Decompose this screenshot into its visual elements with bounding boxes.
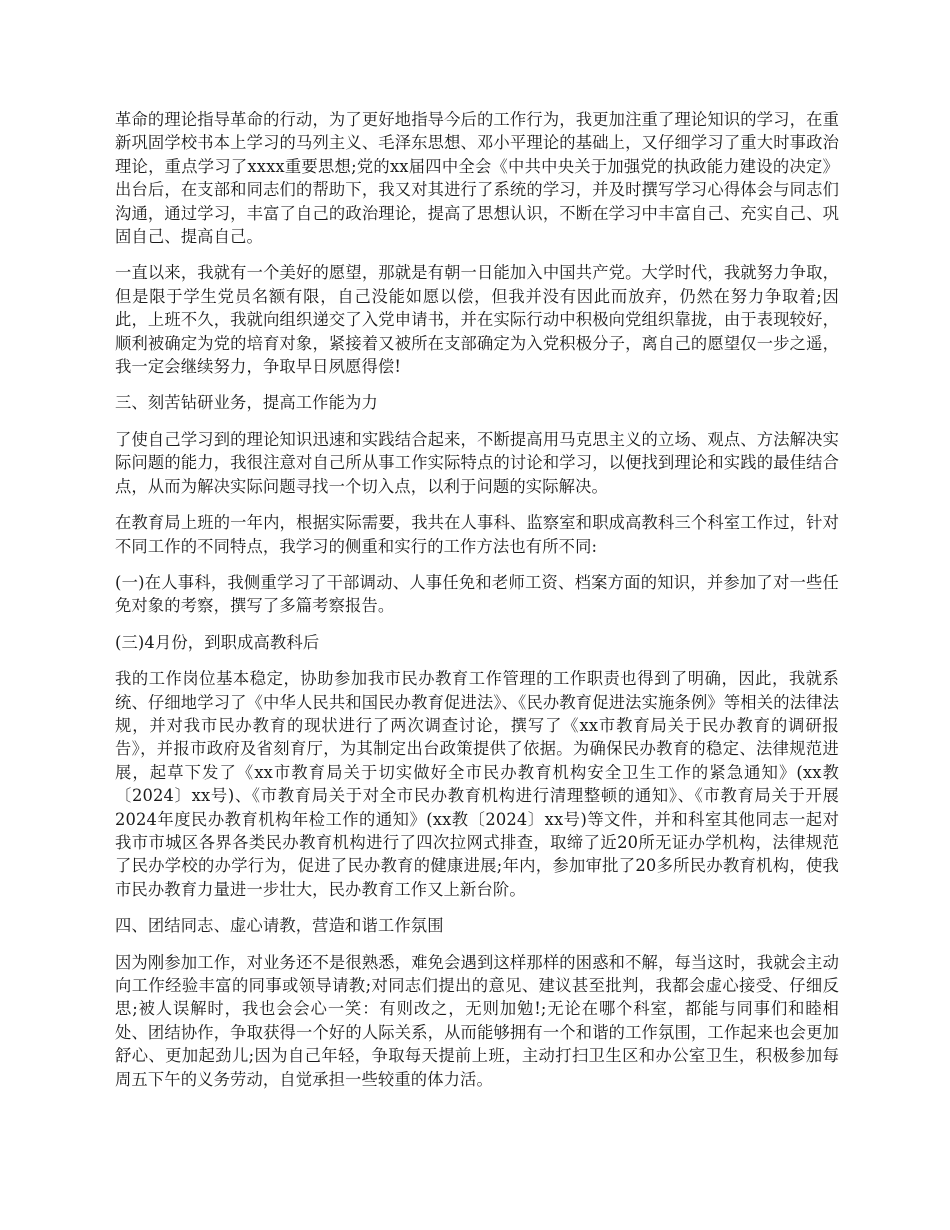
paragraph-theory-study: 革命的理论指导革命的行动，为了更好地指导今后的工作行为，我更加注重了理论知识的学习，在重新巩固学校书本上学习的马列主义、毛泽东思想、邓小平理论的基础上，又仔细学习了重大时事政治理论，重点学习了xxxx重要思想;党的xx届四中全会《中共中央关于加强党的执政能力建设的决定》出台后，在支部和同志们的帮助下，我又对其进行了系统的学习，并及时撰写学习心得体会与同志们沟通，通过学习，丰富了自己的政治理论，提高了思想认识，不断在学习中丰富自己、充实自己、巩固自己、提高自己。	[115, 110, 839, 247]
document-body	[115, 108, 839, 1104]
section-heading-four: 四、团结同志、虚心请教，营造和谐工作氛围	[115, 916, 444, 936]
subheading-april: (三)4月份，到职成高教科后	[115, 632, 320, 652]
paragraph-three-departments: 在教育局上班的一年内，根据实际需要，我共在人事科、监察室和职成高教科三个科室工作过，针对不同工作的不同特点，我学习的侧重和实行的工作方法也有所不同:	[115, 513, 839, 556]
section-heading-three: 三、刻苦钻研业务，提高工作能为力	[115, 393, 378, 413]
paragraph-party-aspiration: 一直以来，我就有一个美好的愿望，那就是有朝一日能加入中国共产党。大学时代，我就努力争取，但是限于学生党员名额有限，自己没能如愿以偿，但我并没有因此而放弃，仍然在努力争取着;因此，上班不久，我就向组织递交了入党申请书，并在实际行动中积极向党组织靠拢，由于表现较好，顺利被确定为党的培育对象，紧接着又被所在支部确定为入党积极分子，离自己的愿望仅一步之遥，我一定会继续努力，争取早日夙愿得偿!	[115, 263, 839, 377]
paragraph-personnel-section: (一)在人事科，我侧重学习了干部调动、人事任免和老师工资、档案方面的知识，并参加了对一些任免对象的考察，撰写了多篇考察报告。	[115, 572, 839, 616]
paragraph-theory-practice: 了使自己学习到的理论知识迅速和实践结合起来，不断提高用马克思主义的立场、观点、方法解决实际问题的能力，我很注意对自己所从事工作实际特点的讨论和学习，以便找到理论和实践的最佳结合点，从而为解决实际问题寻找一个切入点，以利于问题的实际解决。	[115, 429, 839, 496]
paragraph-teamwork: 因为刚参加工作，对业务还不是很熟悉，难免会遇到这样那样的困惑和不解，每当这时，我就会主动向工作经验丰富的同事或领导请教;对同志们提出的意见、建议甚至批判，我都会虚心接受、仔细反思;被人误解时，我也会会心一笑：有则改之，无则加勉!;无论在哪个科室，都能与同事们和睦相处、团结协作，争取获得一个好的人际关系，从而能够拥有一个和谐的工作氛围，工作起来也会更加舒心、更加起劲儿;因为自己年轻，争取每天提前上班，主动打扫卫生区和办公室卫生，积极参加每周五下午的义务劳动，自觉承担一些较重的体力活。	[115, 952, 839, 1089]
paragraph-private-education: 我的工作岗位基本稳定，协助参加我市民办教育工作管理的工作职责也得到了明确，因此，我就系统、仔细地学习了《中华人民共和国民办教育促进法》、《民办教育促进法实施条例》等相关的法律法规，并对我市民办教育的现状进行了两次调查讨论，撰写了《xx市教育局关于民办教育的调研报告》，并报市政府及省刻育厅，为其制定出台政策提供了依据。为确保民办教育的稳定、法律规范进展，起草下发了《xx市教育局关于切实做好全市民办教育机构安全卫生工作的紧急通知》(xx教〔2024〕xx号)、《市教育局关于对全市民办教育机构进行清理整顿的通知》、《市教育局关于开展2024年度民办教育机构年检工作的通知》(xx教〔2024〕xx号)等文件，并和科室其他同志一起对我市市城区各界各类民办教育机构进行了四次拉网式排查，取缔了近20所无证办学机构，法律规范了民办学校的办学行为，促进了民办教育的健康进展;年内，参加审批了20多所民办教育机构，使我市民办教育力量进一步壮大，民办教育工作又上新台阶。	[115, 669, 839, 899]
